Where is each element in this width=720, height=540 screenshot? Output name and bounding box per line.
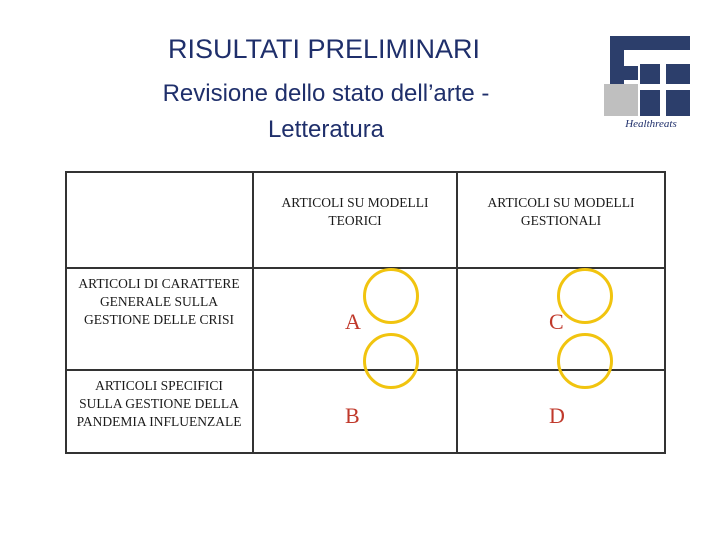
cell-letter-d: D bbox=[549, 403, 565, 428]
highlight-circle-b bbox=[363, 333, 419, 389]
table-divider-col-1 bbox=[252, 171, 254, 454]
highlight-circle-c bbox=[557, 268, 613, 324]
row-header-pandemia: ARTICOLI SPECIFICI SULLA GESTIONE DELLA PANDEMIA INFLUENZALE bbox=[76, 378, 242, 429]
cell-letter-a: A bbox=[345, 309, 361, 334]
slide-title: RISULTATI PRELIMINARI bbox=[167, 34, 481, 64]
cell-letter-c: C bbox=[549, 309, 564, 334]
row-header-crisi: ARTICOLI DI CARATTERE GENERALE SULLA GESTIONE DELLE CRISI bbox=[78, 276, 240, 327]
subtitle-line-1: Revisione dello stato dell’arte - bbox=[162, 80, 490, 107]
highlight-circle-d bbox=[557, 333, 613, 389]
col-header-modelli-teorici: ARTICOLI SU MODELLI TEORICI bbox=[281, 195, 429, 228]
subtitle-line-2: Letteratura bbox=[267, 116, 385, 143]
highlight-circle-a bbox=[363, 268, 419, 324]
col-header-modelli-gestionali: ARTICOLI SU MODELLI GESTIONALI bbox=[487, 195, 635, 228]
slide-subtitle bbox=[0, 76, 656, 148]
table-divider-col-2 bbox=[456, 171, 458, 454]
logo-text: Healthreats bbox=[625, 118, 677, 130]
cell-letter-b: B bbox=[345, 403, 360, 428]
